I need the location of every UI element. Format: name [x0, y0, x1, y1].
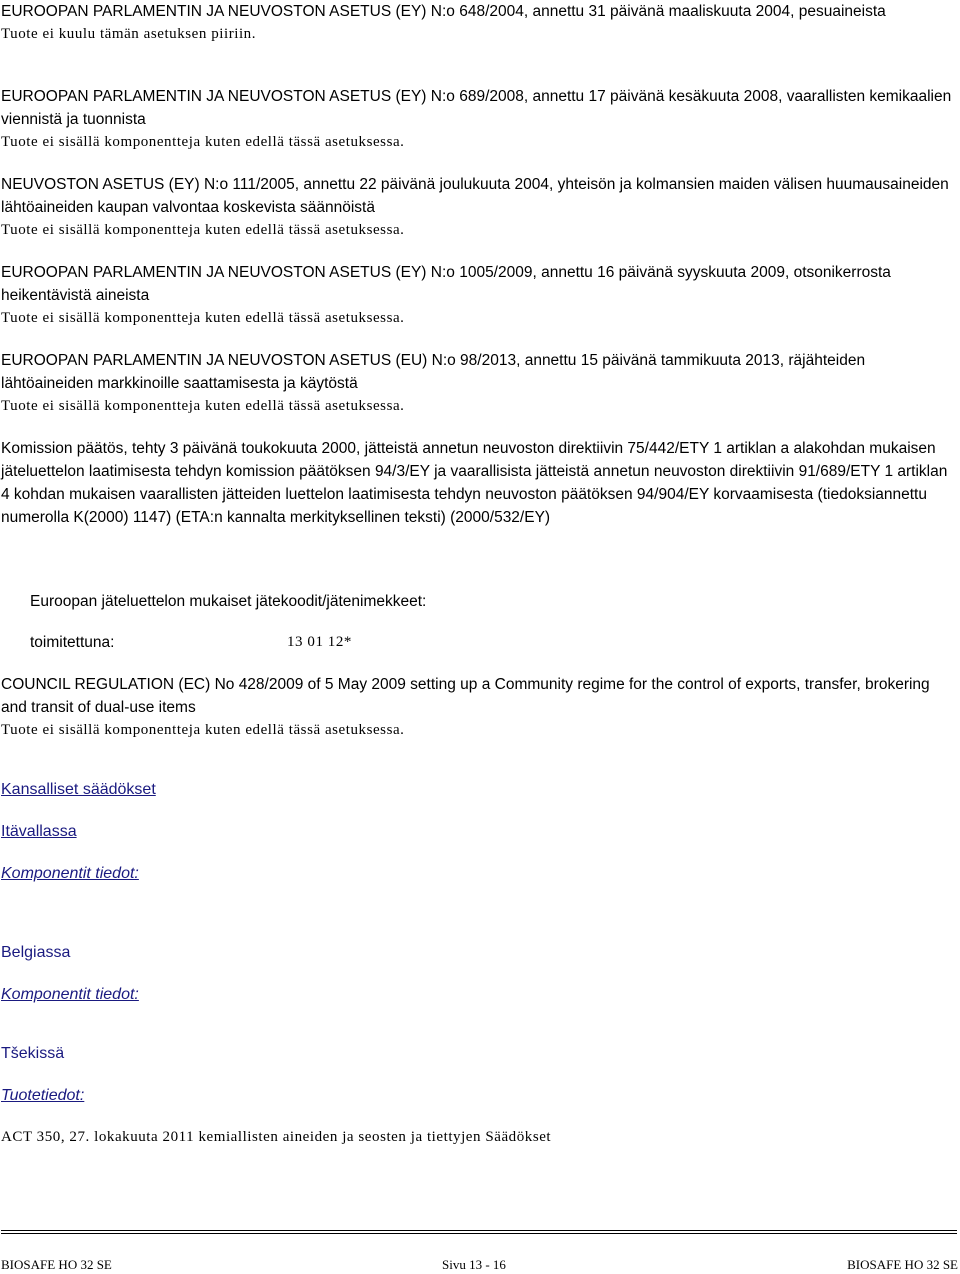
commission-decision-text: Komission päätös, tehty 3 päivänä toukokuuta 2000, jätteistä annetun neuvoston direktiivin 75/442/ETY 1 artiklan a alakohdan mukaisen jäteluettelon laatimisesta tehdyn komission päätöksen 94/3/EY ja vaarallisista jätteistä annetun neuvoston direktiivin 91/689/ETY 1 artiklan 4 kohdan mukaisen vaarallisten jätteiden luettelon laatimisesta tehdyn neuvoston päätöksen 94/904/EY korvaamisesta (tiedoksiannettu numerolla K(2000) 1147) (ETA:n kannalta merkityksellinen teksti) (2000/532/EY) [1, 440, 948, 526]
components-info-label: Komponentit tiedot: [1, 986, 139, 1003]
national-regulations-heading: Kansalliset säädökset [1, 781, 156, 798]
regulation-title: EUROOPAN PARLAMENTIN JA NEUVOSTON ASETUS (EU) N:o 98/2013, annettu 15 päivänä tammikuuta 2013, räjähteiden lähtöaineiden markkinoille saattamisesta ja käytöstä [1, 352, 866, 392]
country-heading-czech: Tšekissä [1, 1045, 65, 1062]
regulation-note: Tuote ei sisällä komponentteja kuten edellä tässä asetuksessa. [1, 310, 405, 326]
council-regulation-block [1, 673, 957, 742]
footer-product-left: BIOSAFE HO 32 SE [1, 1257, 112, 1272]
regulation-block-1005 [1, 261, 957, 330]
waste-code-value: 13 01 12* [287, 634, 352, 650]
footer-product-right: BIOSAFE HO 32 SE [847, 1257, 958, 1272]
components-info-label: Komponentit tiedot: [1, 865, 139, 882]
regulation-note: Tuote ei sisällä komponentteja kuten edellä tässä asetuksessa. [1, 398, 405, 414]
regulation-title: NEUVOSTON ASETUS (EY) N:o 111/2005, annettu 22 päivänä joulukuuta 2004, yhteisön ja kolmansien maiden välisen huumausaineiden lähtöaineiden kaupan valvontaa koskevista säännöistä [1, 176, 949, 216]
waste-code-label: Euroopan jäteluettelon mukaiset jätekoodit/jätenimekkeet: [30, 593, 427, 610]
footer-divider [1, 1230, 957, 1231]
delivered-label: toimitettuna: [30, 634, 115, 651]
council-regulation-note: Tuote ei sisällä komponentteja kuten edellä tässä asetuksessa. [1, 722, 405, 738]
regulation-block-689 [1, 85, 957, 154]
footer-divider [1, 1233, 957, 1234]
regulation-note: Tuote ei sisällä komponentteja kuten edellä tässä asetuksessa. [1, 222, 405, 238]
product-info-label: Tuotetiedot: [1, 1087, 85, 1104]
regulation-title: EUROOPAN PARLAMENTIN JA NEUVOSTON ASETUS (EY) N:o 648/2004, annettu 31 päivänä maaliskuuta 2004, pesuaineista [1, 3, 886, 20]
regulation-title: EUROOPAN PARLAMENTIN JA NEUVOSTON ASETUS (EY) N:o 1005/2009, annettu 16 päivänä syyskuuta 2009, otsonikerrosta heikentävistä aineista [1, 264, 891, 304]
regulation-block-648 [1, 0, 957, 46]
country-heading-austria: Itävallassa [1, 823, 77, 840]
footer-page-number: Sivu 13 - 16 [442, 1257, 506, 1272]
regulation-note: Tuote ei kuulu tämän asetuksen piiriin. [1, 26, 257, 42]
regulation-block-98 [1, 349, 957, 418]
country-heading-belgium: Belgiassa [1, 944, 71, 961]
council-regulation-title: COUNCIL REGULATION (EC) No 428/2009 of 5 May 2009 setting up a Community regime for the control of exports, transfer, brokering and transit of dual-use items [1, 676, 930, 716]
czech-act-text: ACT 350, 27. lokakuuta 2011 kemiallisten aineiden ja seosten ja tiettyjen Säädökset [1, 1129, 552, 1145]
regulation-title: EUROOPAN PARLAMENTIN JA NEUVOSTON ASETUS (EY) N:o 689/2008, annettu 17 päivänä kesäkuuta 2008, vaarallisten kemikaalien viennistä ja tuonnista [1, 88, 952, 128]
regulation-note: Tuote ei sisällä komponentteja kuten edellä tässä asetuksessa. [1, 134, 405, 150]
regulation-block-111 [1, 173, 957, 242]
